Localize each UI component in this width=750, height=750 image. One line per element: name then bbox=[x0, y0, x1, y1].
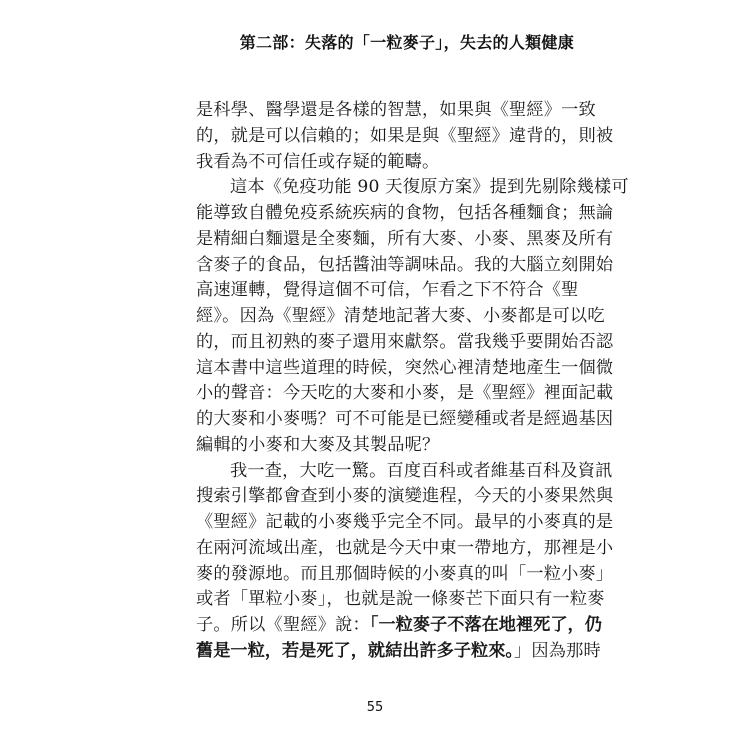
text-line: 經》。因為《聖經》清楚地記著大麥、小麥都是可以吃 bbox=[196, 306, 605, 326]
text-line-with-quote bbox=[196, 613, 602, 639]
text-segment: 」因為那時 bbox=[513, 640, 601, 661]
paragraph-start-line: 我一查，大吃一驚。百度百科或者維基百科及資訊 bbox=[230, 460, 613, 481]
running-header: 第二部：失落的「一粒麥子」，失去的人類健康 bbox=[239, 33, 574, 52]
paragraph-start-line: 這本《免疫功能 90 天復原方案》提到先剔除幾樣可 bbox=[230, 177, 629, 198]
text-line: 是精細白麵還是全麥麵，所有大麥、小麥、黑麥及所有 bbox=[196, 228, 614, 249]
text-line: 高速運轉，覺得這個不可信，乍看之下不符合《聖 bbox=[196, 280, 579, 301]
page-number: 55 bbox=[366, 700, 384, 715]
text-line: 這本書中這些道理的時候，突然心裡清楚地產生一個微 bbox=[196, 357, 614, 378]
text-line: 能導致自體免疫系統疾病的食物，包括各種麵食；無論 bbox=[196, 203, 614, 223]
text-line: 是科學、醫學還是各樣的智慧，如果與《聖經》一致 bbox=[196, 100, 596, 120]
text-line: 在兩河流域出產，也就是今天中東一帶地方，那裡是小 bbox=[196, 537, 614, 558]
text-line: 麥的發源地。而且那個時候的小麥真的叫「一粒小麥」 bbox=[196, 563, 614, 584]
text-line: 小的聲音：今天吃的大麥和小麥，是《聖經》裡面記載 bbox=[196, 383, 614, 404]
scripture-quote: 「一粒麥子不落在地裡死了，仍 bbox=[369, 615, 602, 635]
text-line: 的，就是可以信賴的；如果是與《聖經》違背的，則被 bbox=[196, 125, 614, 146]
text-line: 編輯的小麥和大麥及其製品呢？ bbox=[196, 434, 440, 455]
text-line: 的，而且初熟的麥子還用來獻祭。當我幾乎要開始否認 bbox=[196, 331, 614, 352]
text-line-with-quote bbox=[196, 639, 601, 665]
text-line: 《聖經》記載的小麥幾乎完全不同。最早的小麥真的是 bbox=[196, 512, 614, 532]
text-line: 搜索引擎都會查到小麥的演變進程，今天的小麥果然與 bbox=[196, 486, 614, 507]
text-line: 含麥子的食品，包括醬油等調味品。我的大腦立刻開始 bbox=[196, 254, 614, 275]
text-line: 我看為不可信任或存疑的範疇。 bbox=[196, 151, 440, 172]
text-line: 或者「單粒小麥」，也就是說一條麥芒下面只有一粒麥 bbox=[196, 589, 605, 610]
body-text bbox=[196, 98, 629, 665]
scripture-quote: 舊是一粒，若是死了，就結出許多子粒來。 bbox=[196, 640, 514, 661]
text-segment: 子。所以《聖經》說： bbox=[196, 615, 370, 635]
text-line: 的大麥和小麥嗎？可不可能是已經變種或者是經過基因 bbox=[196, 409, 614, 429]
